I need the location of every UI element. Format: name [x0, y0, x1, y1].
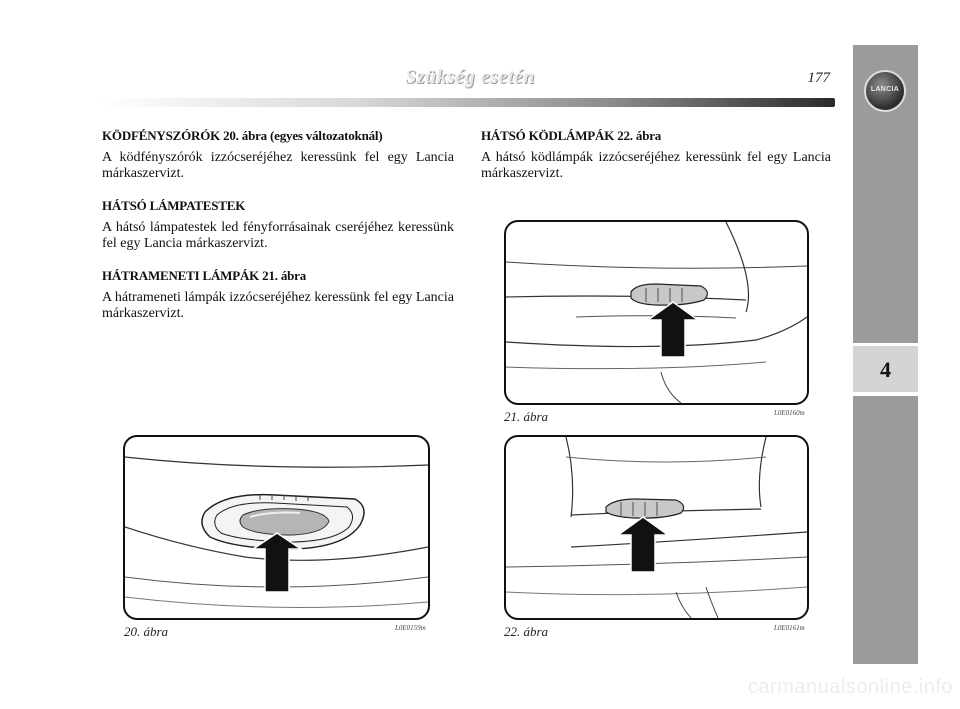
header-rule [100, 98, 835, 107]
figure-20-code: L0E0159m [395, 624, 426, 632]
figure-20-fog-light [123, 435, 430, 620]
lancia-logo-icon [864, 70, 906, 112]
heading-rear-fog-lights: HÁTSÓ KÖDLÁMPÁK 22. ábra [481, 128, 662, 143]
left-column [102, 128, 454, 338]
arrow-up-icon [648, 302, 698, 357]
figure-20-caption: 20. ábra [124, 624, 169, 639]
heading-fog-lights: KÖDFÉNYSZÓRÓK 20. ábra (egyes változatoknál) [102, 128, 383, 143]
right-column [481, 128, 831, 198]
heading-reverse-lights: HÁTRAMENETI LÁMPÁK 21. ábra [102, 268, 307, 283]
watermark: carmanualsonline.info [747, 676, 953, 698]
text-rear-fog-lights: A hátsó ködlámpák izzócseréjéhez keressünk fel egy Lancia márkaszervizt. [481, 150, 831, 181]
section-title: Szükség esetén [405, 66, 535, 88]
figure-22-caption: 22. ábra [504, 624, 549, 639]
fog-light-illustration [125, 437, 428, 618]
text-reverse-lights: A hátrameneti lámpák izzócseréjéhez keressünk fel egy Lancia márkaszervizt. [102, 290, 454, 321]
logo-text: LANCIA [870, 86, 900, 93]
figure-22-rear-fog-light [504, 435, 809, 620]
text-rear-lamps: A hátsó lámpatestek led fényforrásainak cseréjéhez keressünk fel egy Lancia márkaszervizt. [102, 220, 454, 251]
rear-fog-light-illustration [506, 437, 807, 618]
text-fog-lights: A ködfényszórók izzócseréjéhez keressünk fel egy Lancia márkaszervizt. [102, 150, 454, 181]
figure-21-caption: 21. ábra [504, 409, 549, 424]
page-number: 177 [807, 70, 830, 86]
side-tab-lower [853, 396, 918, 664]
figure-21-reverse-light [504, 220, 809, 405]
figure-21-code: L0E0160m [774, 409, 805, 417]
chapter-number: 4 [880, 357, 891, 382]
heading-rear-lamps: HÁTSÓ LÁMPATESTEK [102, 198, 246, 213]
figure-22-code: L0E0161m [774, 624, 805, 632]
reverse-light-illustration [506, 222, 807, 403]
